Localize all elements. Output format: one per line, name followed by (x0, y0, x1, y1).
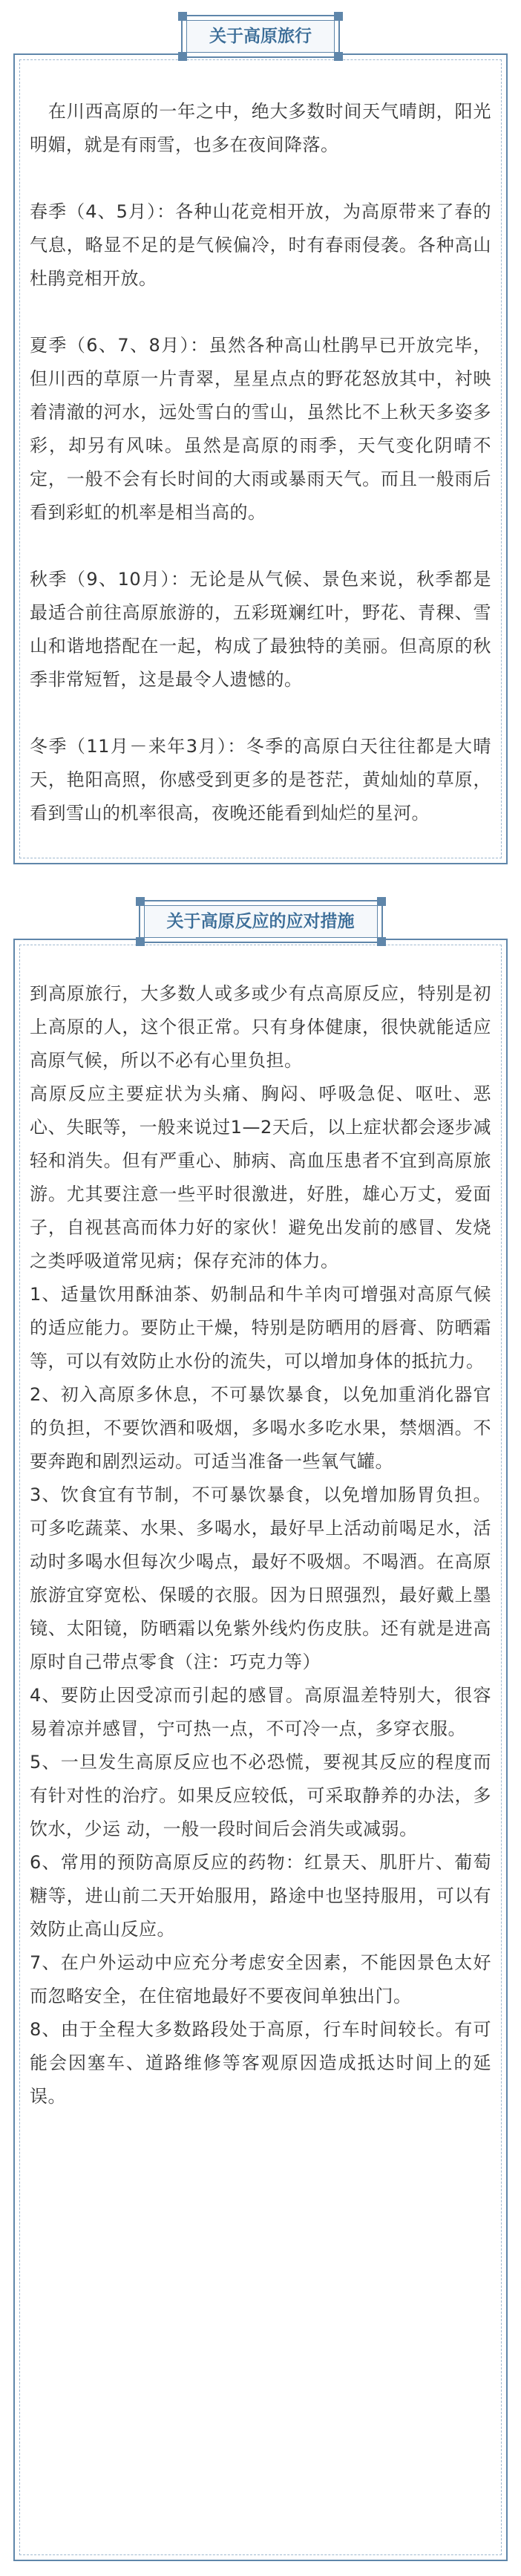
corner-square-icon (377, 937, 386, 946)
list-item-tip-8: 8、由于全程大多数路段处于高原，行车时间较长。有可能会因塞车、道路维修等客观原因造成抵达时间上的延误。 (30, 2019, 491, 2107)
section-title-badge (139, 900, 383, 943)
section-body-altitude-sickness (30, 977, 491, 2113)
corner-square-icon (136, 897, 145, 906)
list-item-tip-5: 5、一旦发生高原反应也不必恐慌，要视其反应的程度而有针对性的治疗。如果反应较低，可采取静养的办法，多饮水，少运 动，一般一段时间后会消失或减弱。 (30, 1752, 491, 1839)
list-item-tip-2: 2、初入高原多休息，不可暴饮暴食，以免加重消化器官的负担，不要饮酒和吸烟，多喝水多吃水果，禁烟酒。不要奔跑和剧烈运动。可适当准备一些氧气罐。 (30, 1384, 491, 1472)
paragraph-autumn: 秋季（9、10月）：无论是从气候、景色来说，秋季都是最适合前往高原旅游的，五彩斑斓红叶，野花、青稞、雪山和谐地搭配在一起，构成了最独特的美丽。但高原的秋季非常短暂，这是最令人遗憾的。 (30, 569, 491, 690)
corner-square-icon (334, 52, 343, 61)
paragraph-symptoms: 高原反应主要症状为头痛、胸闷、呼吸急促、呕吐、恶心、失眠等，一般来说过1—2天后，以上症状都会逐步减轻和消失。但有严重心、肺病、高血压患者不宜到高原旅游。尤其要注意一些平时很激进，好胜，雄心万丈，爱面子，自视甚高而体力好的家伙！避免出发前的感冒、发烧之类呼吸道常见病；保存充沛的体力。 (30, 1083, 491, 1271)
corner-square-icon (136, 937, 145, 946)
section-title-badge (181, 15, 340, 58)
section-title: 关于高原反应的应对措施 (144, 905, 378, 938)
section-body-highland-travel (30, 95, 491, 830)
list-item-tip-3: 3、饮食宜有节制，不可暴饮暴食，以免增加肠胃负担。可多吃蔬菜、水果、多喝水，最好早上活动前喝足水，活动时多喝水但每次少喝点，最好不吸烟。不喝酒。在高原旅游宜穿宽松、保暖的衣服。因为日照强烈，最好戴上墨镜、太阳镜，防晒霜以免紫外线灼伤皮肤。还有就是进高原时自己带点零食（注：巧克力等） (30, 1484, 491, 1672)
section-title-wrap (0, 900, 521, 943)
paragraph-spring: 春季（4、5月）：各种山花竞相开放，为高原带来了春的气息，略显不足的是气候偏冷，时有春雨侵袭。各种高山杜鹃竞相开放。 (30, 201, 491, 289)
list-item-tip-6: 6、常用的预防高原反应的药物：红景天、肌肝片、葡萄糖等，进山前二天开始服用，路途中也坚持服用，可以有效防止高山反应。 (30, 1852, 491, 1940)
paragraph-overview: 到高原旅行，大多数人或多或少有点高原反应，特别是初上高原的人，这个很正常。只有身体健康，很快就能适应高原气候，所以不必有心里负担。 (30, 983, 491, 1071)
list-item-tip-1: 1、适量饮用酥油茶、奶制品和牛羊肉可增强对高原气候的适应能力。要防止干燥，特别是防晒用的唇膏、防晒霜等，可以有效防止水份的流失，可以增加身体的抵抗力。 (30, 1284, 491, 1372)
paragraph-summer: 夏季（6、7、8月）：虽然各种高山杜鹃早已开放完毕，但川西的草原一片青翠，星星点点的野花怒放其中，衬映着清澈的河水，远处雪白的雪山，虽然比不上秋天多姿多彩，却另有风味。虽然是高原的雨季，天气变化阴晴不定，一般不会有长时间的大雨或暴雨天气。而且一般雨后看到彩虹的机率是相当高的。 (30, 335, 491, 523)
paragraph-winter: 冬季（11月－来年3月）：冬季的高原白天往往都是大晴天，艳阳高照，你感受到更多的是苍茫，黄灿灿的草原，看到雪山的机率很高，夜晚还能看到灿烂的星河。 (30, 736, 491, 824)
section-title-wrap (0, 15, 521, 58)
corner-square-icon (178, 12, 187, 21)
list-item-tip-7: 7、在户外运动中应充分考虑安全因素，不能因景色太好而忽略安全，在住宿地最好不要夜间单独出门。 (30, 1952, 491, 2006)
corner-square-icon (334, 12, 343, 21)
list-item-tip-4: 4、要防止因受凉而引起的感冒。高原温差特别大，很容易着凉并感冒，宁可热一点，不可冷一点，多穿衣服。 (30, 1685, 491, 1739)
paragraph-intro: 在川西高原的一年之中，绝大多数时间天气晴朗，阳光明媚，就是有雨雪，也多在夜间降落。 (30, 101, 492, 155)
section-title: 关于高原旅行 (186, 20, 335, 53)
corner-square-icon (178, 52, 187, 61)
corner-square-icon (377, 897, 386, 906)
